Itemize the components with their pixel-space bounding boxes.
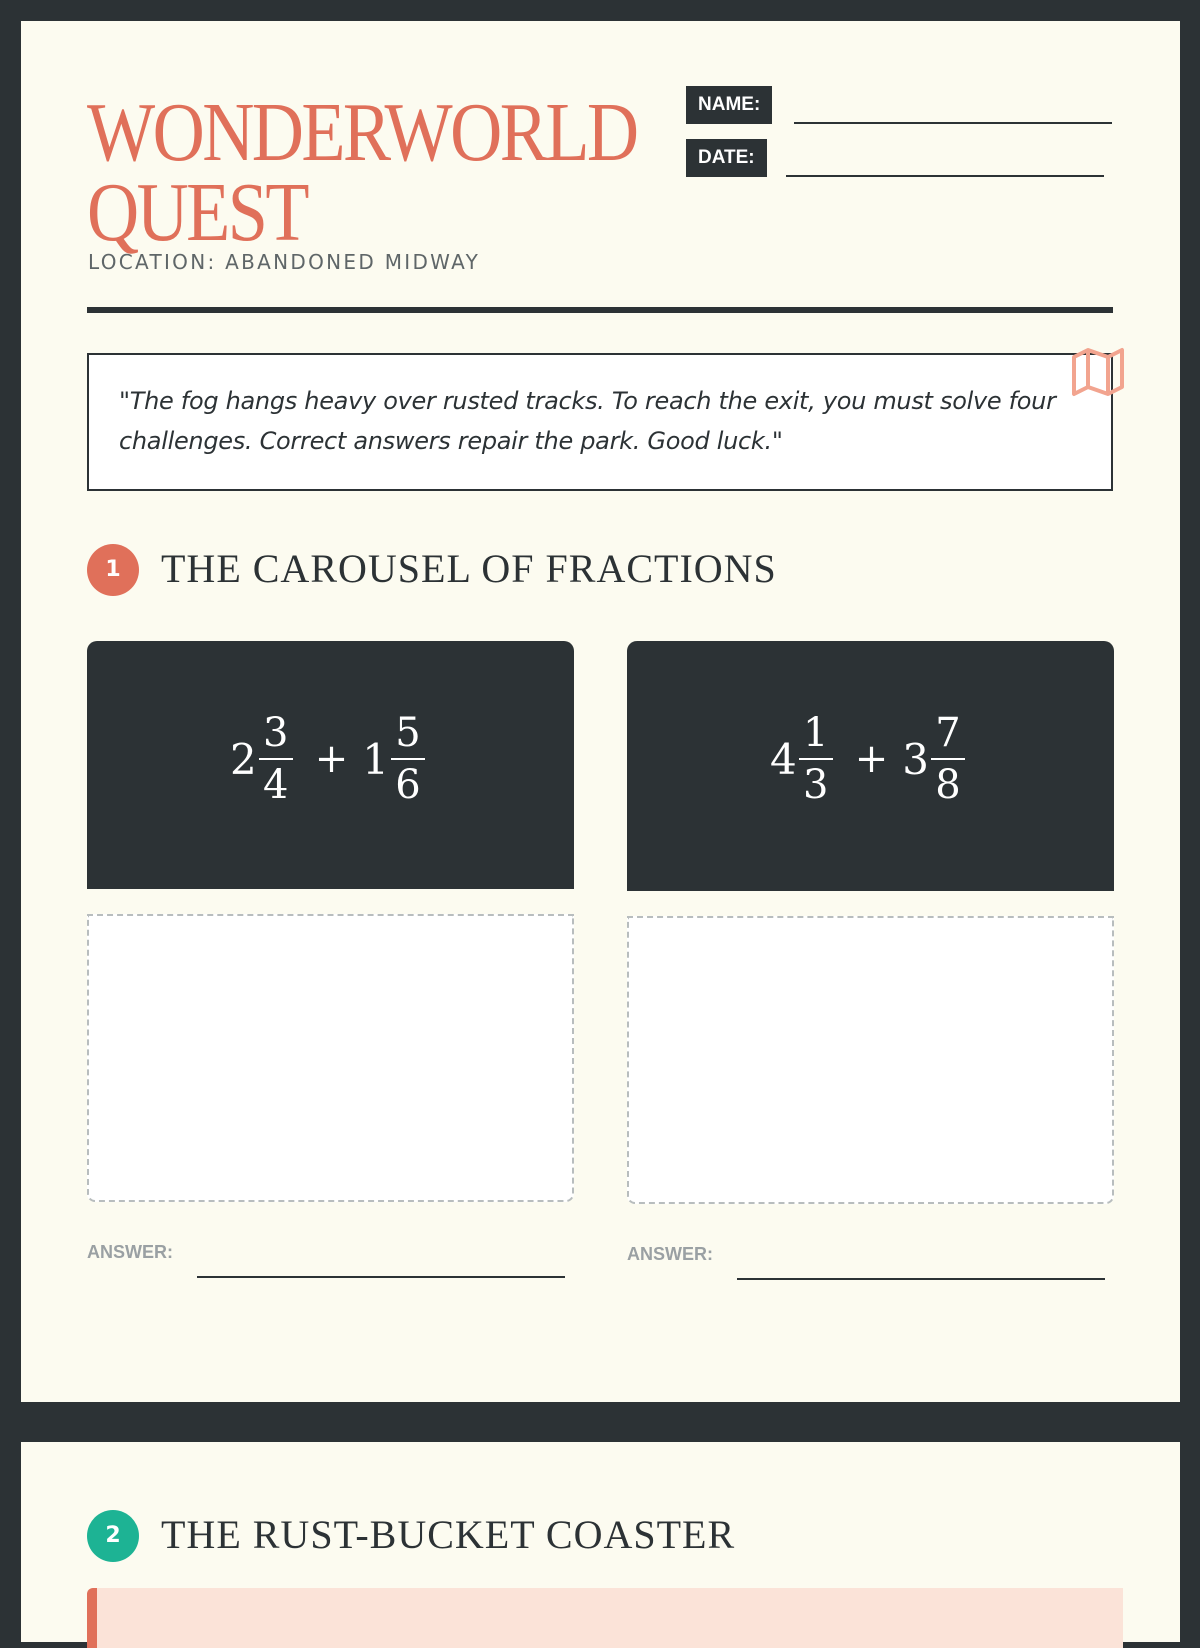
- date-field[interactable]: [786, 175, 1104, 177]
- answer-label-2: ANSWER:: [627, 1244, 713, 1264]
- denominator: 6: [395, 762, 421, 808]
- fraction: [391, 711, 425, 807]
- numerator: 5: [395, 710, 421, 756]
- name-field[interactable]: [794, 122, 1112, 124]
- plus-operator: +: [854, 736, 889, 782]
- numerator: 1: [803, 710, 829, 756]
- denominator: 3: [803, 762, 829, 808]
- worksheet-page-2: [21, 1442, 1180, 1642]
- fraction: [931, 711, 965, 807]
- story-callout: [87, 1588, 1123, 1648]
- problem-card-1: [87, 641, 574, 889]
- whole-number: 4: [770, 734, 797, 784]
- fraction-bar: [259, 758, 293, 760]
- answer-label-1: ANSWER:: [87, 1242, 173, 1262]
- intro-text: "The fog hangs heavy over rusted tracks. To reach the exit, you must solve four challenges. Correct answers repair the park. Good luck.": [119, 387, 1056, 455]
- section-2-title: THE RUST-BUCKET COASTER: [161, 1512, 736, 1557]
- problem-card-2: [627, 641, 1114, 891]
- numerator: 3: [263, 710, 289, 756]
- fraction: [799, 711, 833, 807]
- name-label: NAME:: [686, 86, 772, 124]
- section-1-title: THE CAROUSEL OF FRACTIONS: [161, 546, 777, 591]
- worksheet-page-1: [21, 21, 1180, 1402]
- work-area-2[interactable]: [627, 916, 1114, 1204]
- intro-box: [87, 353, 1113, 491]
- header-divider: [87, 307, 1113, 313]
- denominator: 4: [263, 762, 289, 808]
- map-icon: [1069, 343, 1127, 401]
- numerator: 7: [935, 710, 961, 756]
- denominator: 8: [935, 762, 961, 808]
- section-1-badge: 1: [87, 544, 139, 596]
- mixed-number-expression: [87, 711, 574, 807]
- fraction-bar: [931, 758, 965, 760]
- whole-number: 2: [230, 734, 257, 784]
- work-area-1[interactable]: [87, 914, 574, 1202]
- page-title: [87, 86, 637, 259]
- plus-operator: +: [314, 736, 349, 782]
- whole-number: 3: [902, 734, 929, 784]
- answer-field-2[interactable]: [737, 1278, 1105, 1280]
- title-line-1: WONDERWORLD: [87, 86, 637, 179]
- fraction-bar: [391, 758, 425, 760]
- section-2-badge: 2: [87, 1510, 139, 1562]
- fraction-bar: [799, 758, 833, 760]
- answer-field-1[interactable]: [197, 1276, 565, 1278]
- date-label: DATE:: [686, 139, 767, 177]
- fraction: [259, 711, 293, 807]
- location-subtitle: LOCATION: ABANDONED MIDWAY: [88, 250, 481, 274]
- mixed-number-expression: [627, 711, 1114, 807]
- whole-number: 1: [362, 734, 389, 784]
- title-line-2: QUEST: [87, 166, 307, 259]
